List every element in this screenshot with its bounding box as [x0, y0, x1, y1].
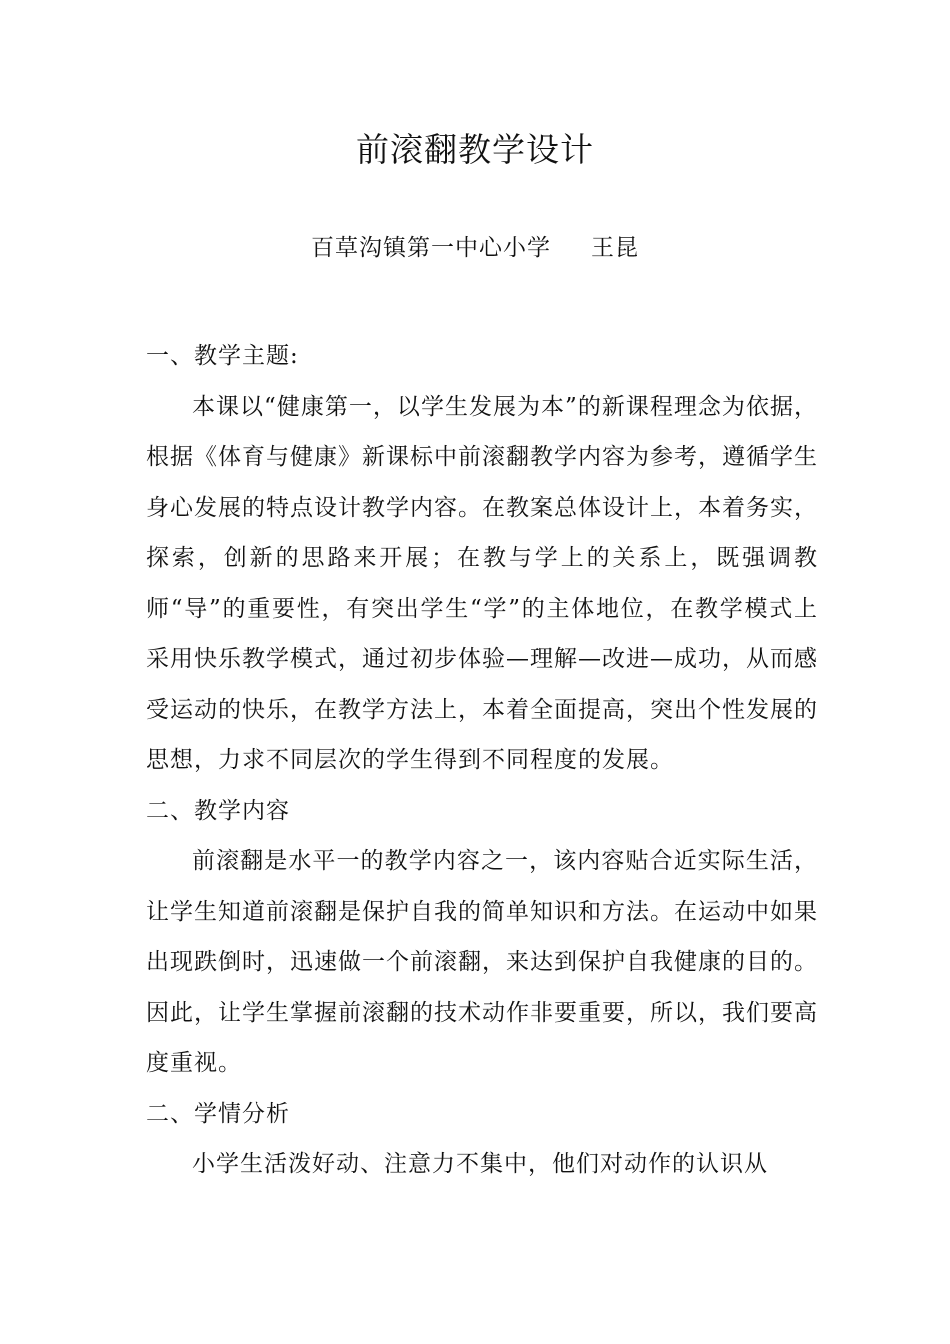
- section-teaching-content: [146, 786, 818, 1089]
- author-name: 王昆: [591, 235, 639, 261]
- school-name: 百草沟镇第一中心小学: [311, 235, 551, 261]
- document-title: 前滚翻教学设计: [356, 130, 594, 169]
- section-heading: 一、教学主题:: [146, 343, 299, 369]
- section-heading: 二、学情分析: [146, 1100, 290, 1127]
- section-teaching-theme: [146, 331, 818, 786]
- section-paragraph: 前滚翻是水平一的教学内容之一，该内容贴合近实际生活，让学生知道前滚翻是保护自我的简单知识和方法。在运动中如果出现跌倒时，迅速做一个前滚翻，来达到保护自我健康的目的。因此，让学生掌握前滚翻的技术动作非要重要，所以，我们要高度重视。: [146, 848, 818, 1076]
- section-heading: 二、教学内容: [146, 797, 290, 824]
- section-paragraph: 小学生活泼好动、注意力不集中，他们对动作的认识从: [192, 1151, 768, 1177]
- section-paragraph: 本课以“健康第一，以学生发展为本”的新课程理念为依据，根据《体育与健康》新课标中前滚翻教学内容为参考，遵循学生身心发展的特点设计教学内容。在教案总体设计上，本着务实，探索，创新的思路来开展；在教与学上的关系上，既强调教师“导”的重要性，有突出学生“学”的主体地位，在教学模式上采用快乐教学模式，通过初步体验—理解—改进—成功，从而感受运动的快乐，在教学方法上，本着全面提高，突出个性发展的思想，力求不同层次的学生得到不同程度的发展。: [146, 393, 818, 773]
- document-byline: [0, 230, 950, 266]
- document-body: [146, 331, 818, 1190]
- section-learner-analysis: [146, 1089, 818, 1190]
